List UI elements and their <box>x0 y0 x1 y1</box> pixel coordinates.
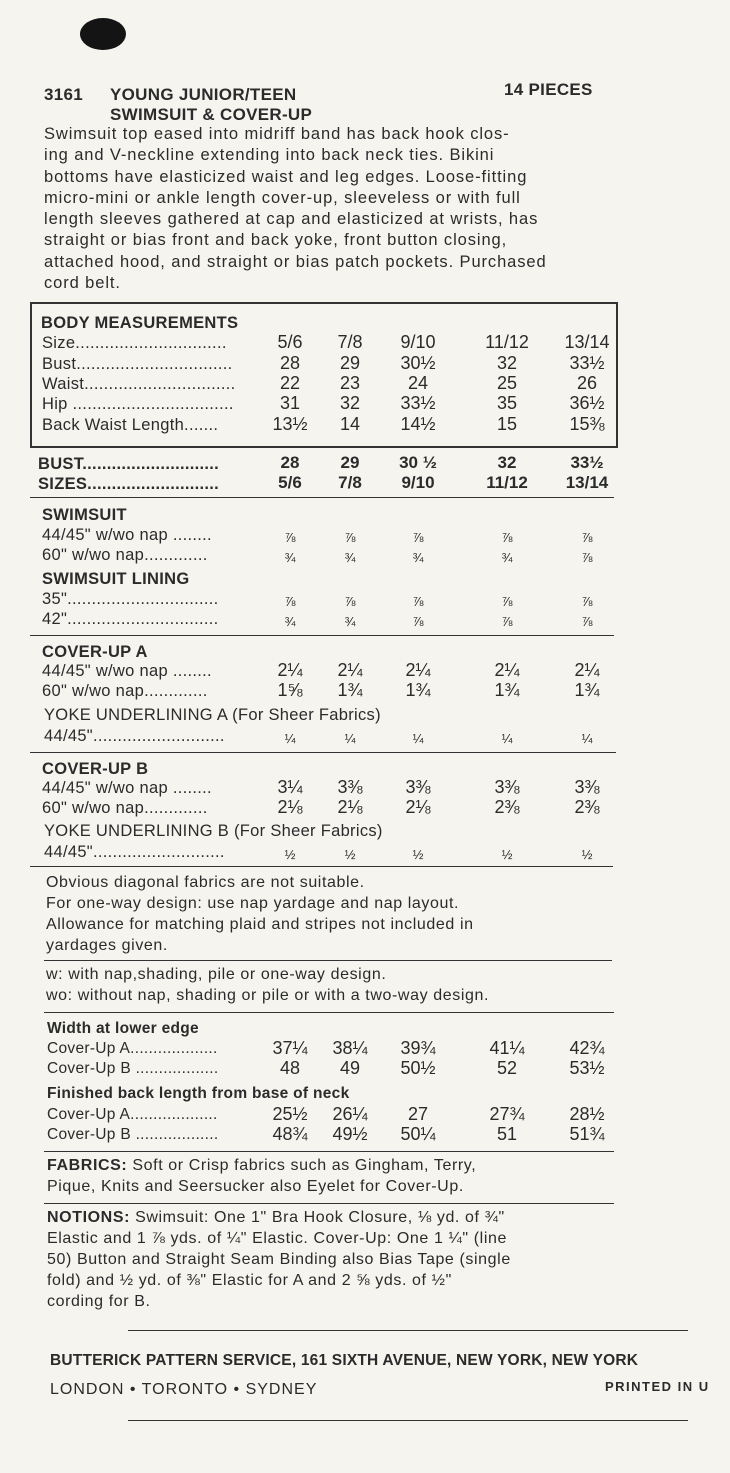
table-cell: 14 <box>339 414 361 434</box>
punch-hole <box>80 18 126 50</box>
table-cell: 51 <box>496 1124 518 1144</box>
divider <box>44 1012 614 1013</box>
table-cell: 42¾ <box>569 1038 605 1058</box>
description-line: straight or bias front and back yoke, front button closing, <box>44 231 508 250</box>
pattern-title-line1: YOUNG JUNIOR/TEEN <box>110 85 297 104</box>
table-cell: ¾ <box>501 550 513 565</box>
table-cell: 24 <box>407 373 429 393</box>
table-cell: 3⅜ <box>405 777 431 797</box>
description-line: length sleeves gathered at cap and elasticized at wrists, has <box>44 210 539 229</box>
table-cell: ⅞ <box>412 594 424 609</box>
table-cell: 2⅜ <box>574 797 600 817</box>
table-cell: ¾ <box>284 550 296 565</box>
divider <box>44 1151 614 1152</box>
table-cell: ¼ <box>284 731 296 746</box>
bust-header-value: 28 <box>280 453 300 472</box>
table-cell: 23 <box>339 373 361 393</box>
table-cell: 41¼ <box>489 1038 525 1058</box>
table-cell: 28½ <box>569 1104 605 1124</box>
notions-text: Swimsuit: One 1" Bra Hook Closure, ⅛ yd. of ¾" <box>130 1209 505 1226</box>
table-cell: 1¾ <box>494 680 520 700</box>
table-cell: ⅞ <box>412 614 424 629</box>
size-header-value: 5/6 <box>278 473 302 492</box>
table-cell: 36½ <box>569 393 605 413</box>
publisher-address: BUTTERICK PATTERN SERVICE, 161 SIXTH AVENUE, NEW YORK, NEW YORK <box>50 1352 639 1369</box>
size-header-value: 11/12 <box>486 473 528 492</box>
notions-line: Elastic and 1 ⅞ yds. of ¼" Elastic. Cover-Up: One 1 ¼" (line <box>47 1230 507 1247</box>
section-title: YOKE UNDERLINING A (For Sheer Fabrics) <box>44 706 381 724</box>
divider <box>44 960 612 961</box>
table-cell: 39¾ <box>400 1038 436 1058</box>
table-cell: ⅞ <box>581 594 593 609</box>
row-label: 44/45"........................... <box>44 727 225 745</box>
divider <box>30 866 613 867</box>
table-cell: ⅞ <box>344 530 356 545</box>
table-cell: 27 <box>407 1104 429 1124</box>
table-cell: 15 <box>496 414 518 434</box>
table-cell: ½ <box>344 847 356 862</box>
row-label: Cover-Up B .................. <box>47 1126 219 1143</box>
table-cell: 52 <box>496 1058 518 1078</box>
table-cell: 48¾ <box>272 1124 308 1144</box>
row-label: Hip ................................. <box>42 395 234 413</box>
table-cell: 51¾ <box>569 1124 605 1144</box>
table-cell: ⅞ <box>581 550 593 565</box>
table-cell: 48 <box>279 1058 301 1078</box>
note-line: yardages given. <box>46 937 168 954</box>
description-line: cord belt. <box>44 274 121 293</box>
note-line: For one-way design: use nap yardage and nap layout. <box>46 895 460 912</box>
table-cell: 32 <box>496 353 518 373</box>
section-title: Width at lower edge <box>47 1020 199 1037</box>
table-cell: ⅞ <box>501 594 513 609</box>
table-cell: 2⅛ <box>405 797 431 817</box>
row-label: 44/45" w/wo nap ........ <box>42 526 212 544</box>
bust-header-value: 30 ½ <box>399 453 437 472</box>
table-cell: 49 <box>339 1058 361 1078</box>
description-line: attached hood, and straight or bias patch pockets. Purchased <box>44 252 547 271</box>
table-cell: ¾ <box>284 614 296 629</box>
legend-line: w: with nap,shading, pile or one-way design. <box>46 966 387 983</box>
row-label: Cover-Up A................... <box>47 1106 218 1123</box>
bust-header-label: BUST............................ <box>38 455 220 473</box>
row-label: 60" w/wo nap............. <box>42 682 208 700</box>
pattern-title-line2: SWIMSUIT & COVER-UP <box>110 105 313 124</box>
size-header-value: 9/10 <box>401 473 435 492</box>
table-cell: 33½ <box>400 393 436 413</box>
divider <box>30 497 614 498</box>
table-cell: 1¾ <box>337 680 363 700</box>
table-cell: ½ <box>501 847 513 862</box>
table-cell: ¼ <box>412 731 424 746</box>
row-label: 60" w/wo nap............. <box>42 546 208 564</box>
description-line: bottoms have elasticized waist and leg edges. Loose-fitting <box>44 167 528 186</box>
table-cell: 2¼ <box>277 660 303 680</box>
notions-label: NOTIONS: <box>47 1209 131 1226</box>
table-cell: 37¼ <box>272 1038 308 1058</box>
table-cell: 13½ <box>272 414 308 434</box>
table-cell: 29 <box>339 353 361 373</box>
row-label: Back Waist Length....... <box>42 416 219 434</box>
body-measurements-title: BODY MEASUREMENTS <box>41 314 239 332</box>
table-cell: 2⅛ <box>337 797 363 817</box>
table-cell: 3⅜ <box>337 777 363 797</box>
bust-header-value: 29 <box>340 453 360 472</box>
row-label: Size............................... <box>42 334 227 352</box>
printed-in: PRINTED IN U <box>605 1379 710 1394</box>
table-cell: ⅞ <box>412 530 424 545</box>
table-cell: 2⅜ <box>494 797 520 817</box>
table-cell: 27¾ <box>489 1104 525 1124</box>
table-cell: ½ <box>412 847 424 862</box>
table-cell: 53½ <box>569 1058 605 1078</box>
size-header-value: 7/8 <box>338 473 362 492</box>
fabrics-line: Pique, Knits and Seersucker also Eyelet for Cover-Up. <box>47 1178 464 1195</box>
table-cell: ¾ <box>344 550 356 565</box>
fabrics-label: FABRICS: <box>47 1157 128 1174</box>
row-label: 44/45"........................... <box>44 843 225 861</box>
table-cell: ⅞ <box>344 594 356 609</box>
divider <box>30 635 614 636</box>
row-label: 35"............................... <box>42 590 219 608</box>
pattern-description <box>44 124 614 294</box>
table-cell: 3¼ <box>277 777 303 797</box>
description-line: Swimsuit top eased into midriff band has back hook clos- <box>44 125 510 143</box>
table-cell: 1¾ <box>405 680 431 700</box>
table-cell: 25½ <box>272 1104 308 1124</box>
divider <box>128 1330 688 1331</box>
section-title: COVER-UP B <box>42 760 149 778</box>
pieces-count: 14 PIECES <box>504 80 593 99</box>
table-cell: 2¼ <box>337 660 363 680</box>
table-cell: 32 <box>339 393 361 413</box>
notions-line: fold) and ½ yd. of ⅜" Elastic for A and 2 ⅝ yds. of ½" <box>47 1272 452 1289</box>
table-cell: 38¼ <box>332 1038 368 1058</box>
table-cell: 22 <box>279 373 301 393</box>
section-title: YOKE UNDERLINING B (For Sheer Fabrics) <box>44 822 383 840</box>
row-label: 44/45" w/wo nap ........ <box>42 662 212 680</box>
description-line: micro-mini or ankle length cover-up, sleeveless or with full <box>44 188 521 207</box>
sizes-header-label: SIZES........................... <box>38 475 220 493</box>
divider <box>30 752 616 753</box>
table-cell: 7/8 <box>337 332 363 352</box>
row-label: 60" w/wo nap............. <box>42 799 208 817</box>
table-cell: 3⅜ <box>494 777 520 797</box>
fabrics-line <box>47 1157 476 1175</box>
table-cell: ¾ <box>344 614 356 629</box>
table-cell: 33½ <box>569 353 605 373</box>
legend-line: wo: without nap, shading or pile or with a two-way design. <box>46 987 490 1004</box>
table-cell: 26 <box>576 373 598 393</box>
table-cell: 5/6 <box>277 332 303 352</box>
row-label: Cover-Up A................... <box>47 1040 218 1057</box>
table-cell: ⅞ <box>501 614 513 629</box>
note-line: Allowance for matching plaid and stripes not included in <box>46 916 474 933</box>
table-cell: ½ <box>284 847 296 862</box>
publisher-cities: LONDON • TORONTO • SYDNEY <box>50 1381 318 1398</box>
table-cell: ⅞ <box>284 530 296 545</box>
divider <box>44 1203 614 1204</box>
table-cell: 2¼ <box>405 660 431 680</box>
table-cell: 49½ <box>332 1124 368 1144</box>
table-cell: 2⅛ <box>277 797 303 817</box>
table-cell: ⅞ <box>581 614 593 629</box>
row-label: Bust................................ <box>42 355 233 373</box>
section-title: SWIMSUIT LINING <box>42 570 190 588</box>
table-cell: 2¼ <box>494 660 520 680</box>
table-cell: ¾ <box>412 550 424 565</box>
note-line: Obvious diagonal fabrics are not suitable. <box>46 874 365 891</box>
section-title: SWIMSUIT <box>42 506 127 524</box>
row-label: 44/45" w/wo nap ........ <box>42 779 212 797</box>
table-cell: 13/14 <box>564 332 610 352</box>
row-label: 42"............................... <box>42 610 219 628</box>
table-cell: 11/12 <box>485 332 529 352</box>
table-cell: ½ <box>581 847 593 862</box>
pattern-number: 3161 <box>44 85 84 104</box>
table-cell: 50½ <box>400 1058 436 1078</box>
table-cell: 3⅜ <box>574 777 600 797</box>
table-cell: 31 <box>279 393 301 413</box>
section-title: COVER-UP A <box>42 643 148 661</box>
row-label: Waist............................... <box>42 375 236 393</box>
notions-line <box>47 1209 505 1227</box>
table-cell: ⅞ <box>581 530 593 545</box>
bust-header-value: 33½ <box>570 453 604 472</box>
table-cell: 26¼ <box>332 1104 368 1124</box>
description-line: ing and V-neckline extending into back neck ties. Bikini <box>44 146 495 165</box>
divider <box>128 1420 688 1421</box>
size-header-value: 13/14 <box>565 473 609 492</box>
table-cell: ⅞ <box>501 530 513 545</box>
table-cell: 1⅝ <box>277 680 303 700</box>
table-cell: 28 <box>279 353 301 373</box>
table-cell: 1¾ <box>574 680 600 700</box>
table-cell: 30½ <box>400 353 436 373</box>
table-cell: 50¼ <box>400 1124 436 1144</box>
table-cell: 15⅜ <box>569 414 605 434</box>
table-cell: ⅞ <box>284 594 296 609</box>
table-cell: ¼ <box>501 731 513 746</box>
table-cell: 35 <box>496 393 518 413</box>
table-cell: ¼ <box>581 731 593 746</box>
row-label: Cover-Up B .................. <box>47 1060 219 1077</box>
notions-line: cording for B. <box>47 1293 151 1310</box>
table-cell: 25 <box>496 373 518 393</box>
fabrics-text: Soft or Crisp fabrics such as Gingham, Terry, <box>127 1157 477 1174</box>
table-cell: 9/10 <box>400 332 436 352</box>
table-cell: 14½ <box>400 414 436 434</box>
notions-line: 50) Button and Straight Seam Binding also Bias Tape (single <box>47 1251 511 1268</box>
table-cell: ¼ <box>344 731 356 746</box>
section-title: Finished back length from base of neck <box>47 1085 350 1102</box>
table-cell: 2¼ <box>574 660 600 680</box>
bust-header-value: 32 <box>497 453 517 472</box>
